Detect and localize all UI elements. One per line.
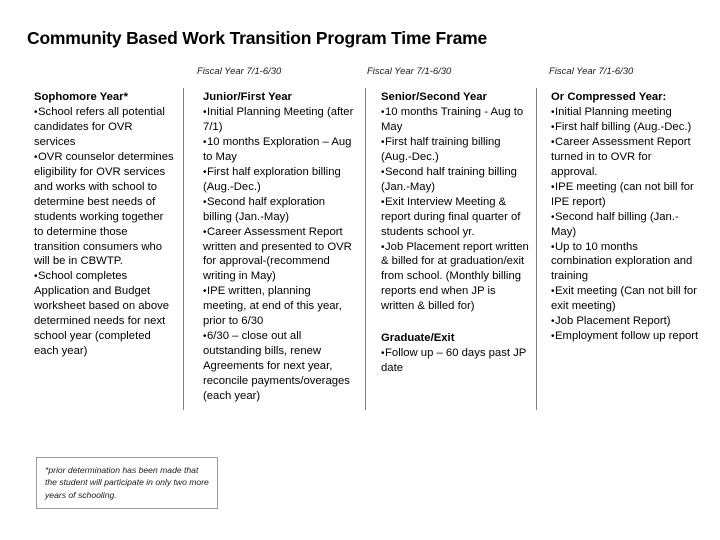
column-heading: Junior/First Year [203, 91, 292, 103]
column-bullet-list [551, 105, 701, 344]
column-compressed-year [551, 90, 701, 344]
list-item: • Job Placement Report) [551, 314, 701, 329]
column-divider-2 [365, 88, 366, 410]
list-item: • 6/30 – close out all outstanding bills, renew Agreements for next year, reconcile payments/overages (each year) [203, 329, 355, 404]
list-item: • Exit meeting (Can not bill for exit meeting) [551, 284, 701, 314]
column-divider-3 [536, 88, 537, 410]
list-item: • Job Placement report written & billed for at graduation/exit from school. (Monthly billing reports end when JP is written & billed for) [381, 240, 529, 315]
footnote-text: *prior determination has been made that the student will participate in only two more years of schooling. [45, 465, 209, 500]
page-title: Community Based Work Transition Program Time Frame [27, 28, 488, 48]
list-item: • Up to 10 months combination exploration and training [551, 240, 701, 285]
fiscal-year-label-2: Fiscal Year 7/1-6/30 [367, 66, 452, 77]
column-bullet-list [203, 105, 355, 404]
column-heading: Sophomore Year* [34, 91, 128, 103]
subsection-bullet-list [381, 346, 529, 376]
list-item: • First half training billing (Aug.-Dec.) [381, 135, 529, 165]
column-heading: Or Compressed Year: [551, 91, 667, 103]
list-item: • OVR counselor determines eligibility for OVR services and works with school to determine best needs of students working together to determine those transition consumers who will be in CBWTP. [34, 150, 174, 270]
list-item: • First half exploration billing (Aug.-Dec.) [203, 165, 355, 195]
fiscal-year-label-3: Fiscal Year 7/1-6/30 [549, 66, 634, 77]
subsection-heading: Graduate/Exit [381, 332, 455, 345]
list-item: • Second half exploration billing (Jan.-May) [203, 195, 355, 225]
list-item: • School completes Application and Budget worksheet based on above determined needs for next school year (completed each year) [34, 269, 174, 359]
list-item: • First half billing (Aug.-Dec.) [551, 120, 701, 135]
column-junior-first-year [203, 90, 355, 404]
column-divider-1 [183, 88, 184, 410]
column-senior-second-year [381, 90, 529, 376]
column-bullet-list [34, 105, 174, 359]
list-item: • Exit Interview Meeting & report during final quarter of students school yr. [381, 195, 529, 240]
subsection-graduate-exit [381, 331, 529, 376]
column-bullet-list [381, 105, 529, 314]
fiscal-year-label-1: Fiscal Year 7/1-6/30 [197, 66, 282, 77]
list-item: • Follow up – 60 days past JP date [381, 346, 529, 376]
list-item: • Employment follow up report [551, 329, 701, 344]
list-item: • Career Assessment Report written and presented to OVR for approval-(recommend writing in May) [203, 225, 355, 285]
list-item: • School refers all potential candidates for OVR services [34, 105, 174, 150]
list-item: • IPE written, planning meeting, at end of this year, prior to 6/30 [203, 284, 355, 329]
list-item: • IPE meeting (can not bill for IPE report) [551, 180, 701, 210]
column-sophomore-year [34, 90, 174, 359]
list-item: • 10 months Exploration – Aug to May [203, 135, 355, 165]
list-item: • Initial Planning meeting [551, 105, 701, 120]
column-heading: Senior/Second Year [381, 91, 487, 103]
list-item: • Second half billing (Jan.-May) [551, 210, 701, 240]
footnote-box [36, 457, 218, 509]
list-item: • Second half training billing (Jan.-May) [381, 165, 529, 195]
list-item: • Career Assessment Report turned in to OVR for approval. [551, 135, 701, 180]
list-item: • Initial Planning Meeting (after 7/1) [203, 105, 355, 135]
list-item: • 10 months Training - Aug to May [381, 105, 529, 135]
